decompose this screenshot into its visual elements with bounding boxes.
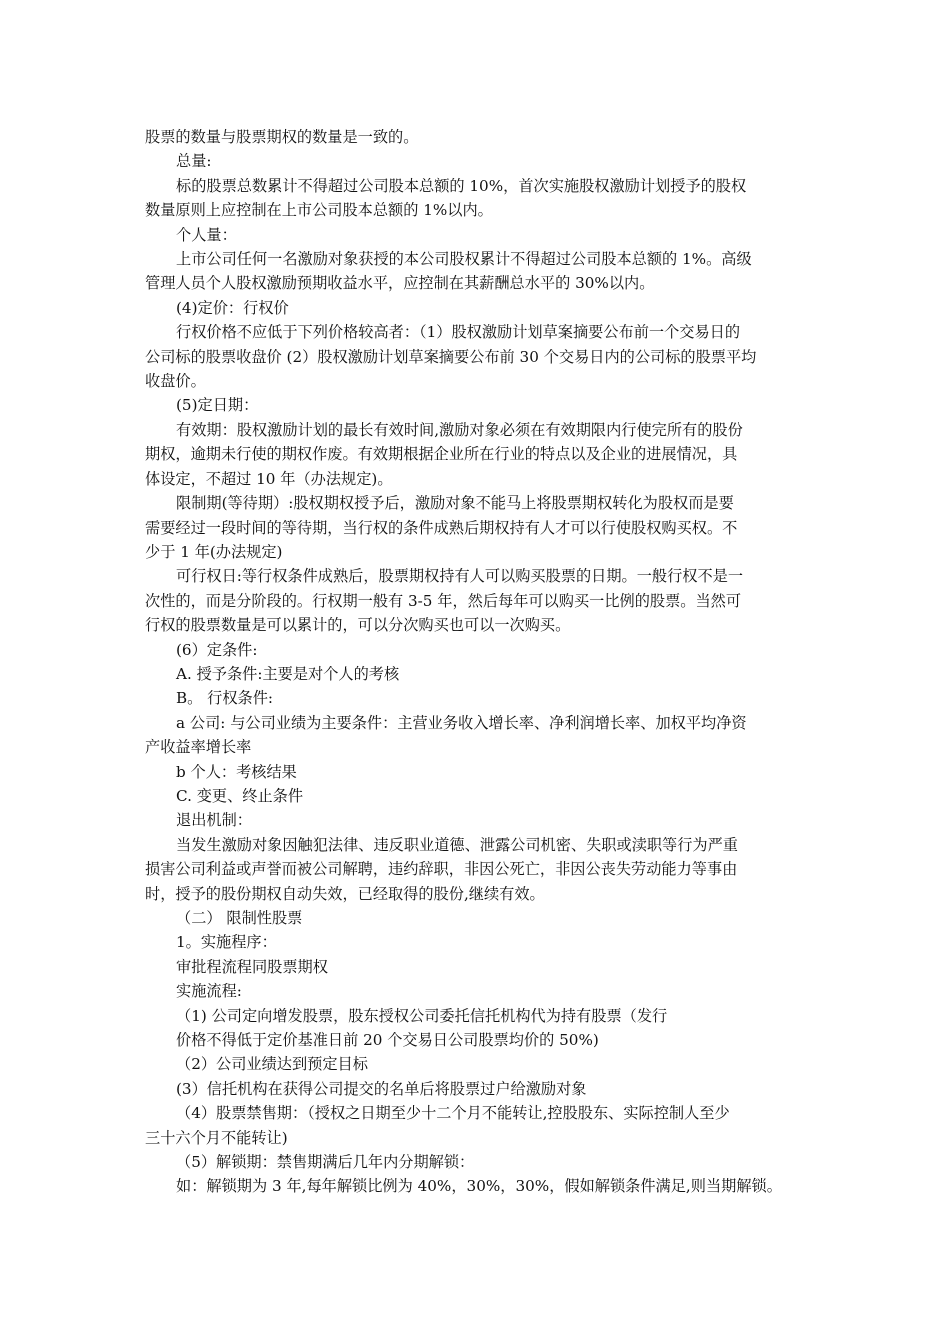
text-line: 价格不得低于定价基准日前 20 个交易日公司股票均价的 50%) (176, 1031, 599, 1050)
text-line: 有效期：股权激励计划的最长有效时间,激励对象必须在有效期限内行使完所有的股份 (176, 420, 743, 439)
text-line: 1。实施程序： (176, 933, 277, 952)
text-line: (3）信托机构在获得公司提交的名单后将股票过户给激励对象 (176, 1079, 587, 1098)
text-line: 期权，逾期未行使的期权作废。有效期根据企业所在行业的特点以及企业的进展情况，具 (145, 445, 738, 464)
text-line: 标的股票总数累计不得超过公司股本总额的 10%，首次实施股权激励计划授予的股权 (176, 176, 747, 195)
text-line: 次性的，而是分阶段的。行权期一般有 3-5 年，然后每年可以购买一比例的股票。当然可 (145, 591, 742, 610)
text-line: 时，授予的股份期权自动失效，已经取得的股份,继续有效。 (145, 884, 545, 903)
text-line: （5）解锁期：禁售期满后几年内分期解锁： (176, 1153, 475, 1172)
text-line: 总量: (176, 152, 212, 171)
document-body (145, 125, 815, 1199)
text-line: 数量原则上应控制在上市公司股本总额的 1%以内。 (145, 201, 493, 220)
text-line: 需要经过一段时间的等待期，当行权的条件成熟后期权持有人才可以行使股权购买权。不 (145, 518, 738, 537)
text-line: B。 行权条件: (176, 689, 274, 708)
text-line: 产收益率增长率 (145, 738, 252, 757)
text-line: (6）定条件: (176, 640, 258, 659)
text-line: 行权价格不应低于下列价格较高者：（1）股权激励计划草案摘要公布前一个交易日的 (176, 323, 741, 342)
text-line: 股票的数量与股票期权的数量是一致的。 (145, 128, 419, 146)
text-line: 如：解锁期为 3 年,每年解锁比例为 40%，30%，30%，假如解锁条件满足,则当期解锁。 (176, 1177, 782, 1196)
text-line: b 个人：考核结果 (176, 762, 297, 781)
text-line: a 公司: 与公司业绩为主要条件：主营业务收入增长率、净利润增长率、加权平均净资 (176, 713, 747, 732)
text-line: 收盘价。 (145, 372, 206, 391)
text-line: 公司标的股票收盘价 (2）股权激励计划草案摘要公布前 30 个交易日内的公司标的股票平均 (145, 347, 757, 366)
text-line: C. 变更、终止条件 (176, 786, 304, 805)
text-line: 管理人员个人股权激励预期收益水平，应控制在其薪酬总水平的 30%以内。 (145, 274, 655, 293)
text-line: 限制期(等待期）:股权期权授予后，激励对象不能马上将股票期权转化为股权而是要 (176, 494, 734, 513)
text-line: (5)定日期： (176, 396, 259, 415)
text-line: 当发生激励对象因触犯法律、违反职业道德、泄露公司机密、失职或渎职等行为严重 (176, 835, 738, 854)
text-line: （二） 限制性股票 (176, 909, 303, 927)
text-line: （1) 公司定向增发股票，股东授权公司委托信托机构代为持有股票（发行 (176, 1006, 668, 1025)
text-line: (4)定价：行权价 (176, 298, 289, 317)
text-line: 实施流程: (176, 982, 242, 1001)
text-line: 体设定，不超过 10 年（办法规定)。 (145, 469, 393, 488)
text-line: 个人量： (176, 225, 237, 244)
text-line: 三十六个月不能转让) (145, 1128, 288, 1147)
text-line: 损害公司利益或声誉而被公司解聘，违约辞职，非因公死亡，非因公丧失劳动能力等事由 (145, 860, 738, 879)
text-line: （4）股票禁售期：（授权之日期至少十二个月不能转让,控股股东、实际控制人至少 (176, 1104, 730, 1123)
text-line: 退出机制： (176, 811, 252, 830)
text-line: 审批程流程同股票期权 (176, 957, 328, 976)
text-line: 上市公司任何一名激励对象获授的本公司股权累计不得超过公司股本总额的 1%。高级 (176, 250, 752, 269)
text-line: （2）公司业绩达到预定目标 (176, 1055, 368, 1074)
text-line: 少于 1 年(办法规定) (145, 542, 283, 561)
text-line: 可行权日:等行权条件成熟后，股票期权持有人可以购买股票的日期。一般行权不是一 (176, 567, 744, 586)
text-line: 行权的股票数量是可以累计的，可以分次购买也可以一次购买。 (145, 616, 571, 635)
text-line: A. 授予条件:主要是对个人的考核 (176, 664, 400, 683)
